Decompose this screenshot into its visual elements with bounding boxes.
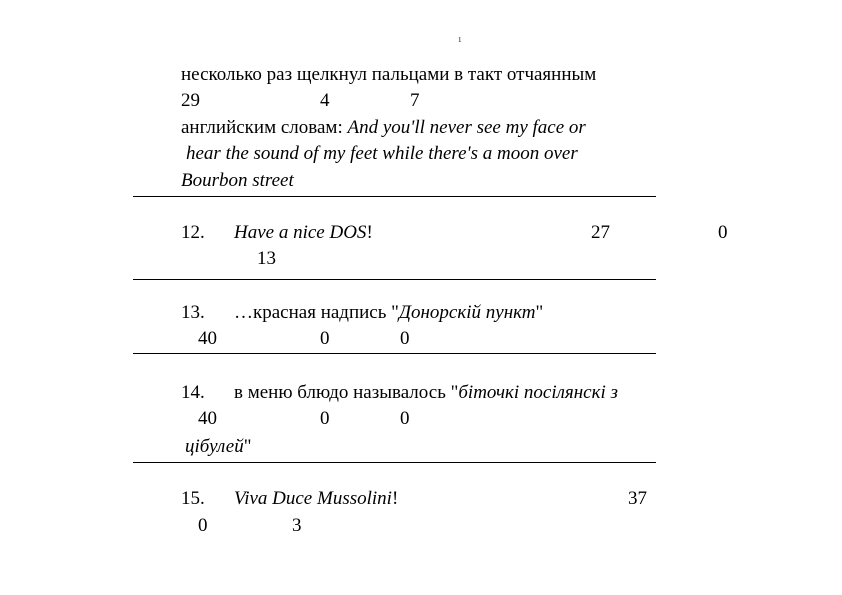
entry-13-value-1: 40: [198, 328, 217, 349]
entry-14-title: бiточкi посiлянскi з: [458, 382, 618, 403]
intro-line-2-prefix: английским словам:: [181, 117, 348, 138]
intro-value-2: 4: [320, 90, 330, 111]
entry-13-value-3: 0: [400, 328, 410, 349]
entry-14-value-1: 40: [198, 408, 217, 429]
intro-line-2-quote: And you'll never see my face or: [347, 117, 586, 138]
entry-13-number: 13.: [181, 302, 205, 323]
entry-13-value-2: 0: [320, 328, 330, 349]
entry-15-punct: !: [391, 488, 399, 509]
entry-12-punct: !: [366, 222, 373, 243]
entry-15-title: Viva Duce Mussolini: [234, 488, 392, 509]
entry-14-prefix: в меню блюдо называлось ": [234, 382, 459, 403]
entry-14-continuation: [185, 436, 251, 458]
entry-12-number: 12.: [181, 222, 205, 243]
entry-14-value-2: 0: [320, 408, 330, 429]
entry-12-value-1: 27: [591, 222, 610, 243]
entry-15-text: [234, 488, 398, 510]
intro-line-4: Bourbon street: [181, 170, 294, 191]
entry-14-number: 14.: [181, 382, 205, 403]
intro-value-1: 29: [181, 90, 200, 111]
divider: [133, 279, 656, 280]
entry-15-number: 15.: [181, 488, 205, 509]
entry-12-text: [234, 222, 373, 244]
intro-line-2: [181, 117, 586, 139]
divider: [133, 353, 656, 354]
entry-14-suffix: ": [243, 436, 252, 457]
intro-line-3: hear the sound of my feet while there's a moon over: [186, 143, 578, 164]
entry-13-title: Донорскiй пункт: [398, 302, 536, 323]
entry-15-value-3: 3: [292, 515, 302, 536]
divider: [133, 196, 656, 197]
entry-13-suffix: ": [535, 302, 544, 323]
entry-13-prefix: …красная надпись ": [234, 302, 399, 323]
entry-12-value-2: 0: [718, 222, 728, 243]
entry-14-title-cont: цiбулей: [185, 436, 244, 457]
entry-14-value-3: 0: [400, 408, 410, 429]
entry-12-title: Have a nice DOS: [234, 222, 367, 243]
page-number: 1: [458, 36, 462, 44]
entry-15-value-2: 0: [198, 515, 208, 536]
divider: [133, 462, 656, 463]
entry-13-text: [234, 302, 543, 324]
entry-15-value-1: 37: [628, 488, 647, 509]
entry-12-value-3: 13: [257, 248, 276, 269]
intro-value-3: 7: [410, 90, 420, 111]
intro-line-1: несколько раз щелкнул пальцами в такт отчаянным: [181, 64, 597, 85]
entry-14-text: [234, 382, 618, 404]
